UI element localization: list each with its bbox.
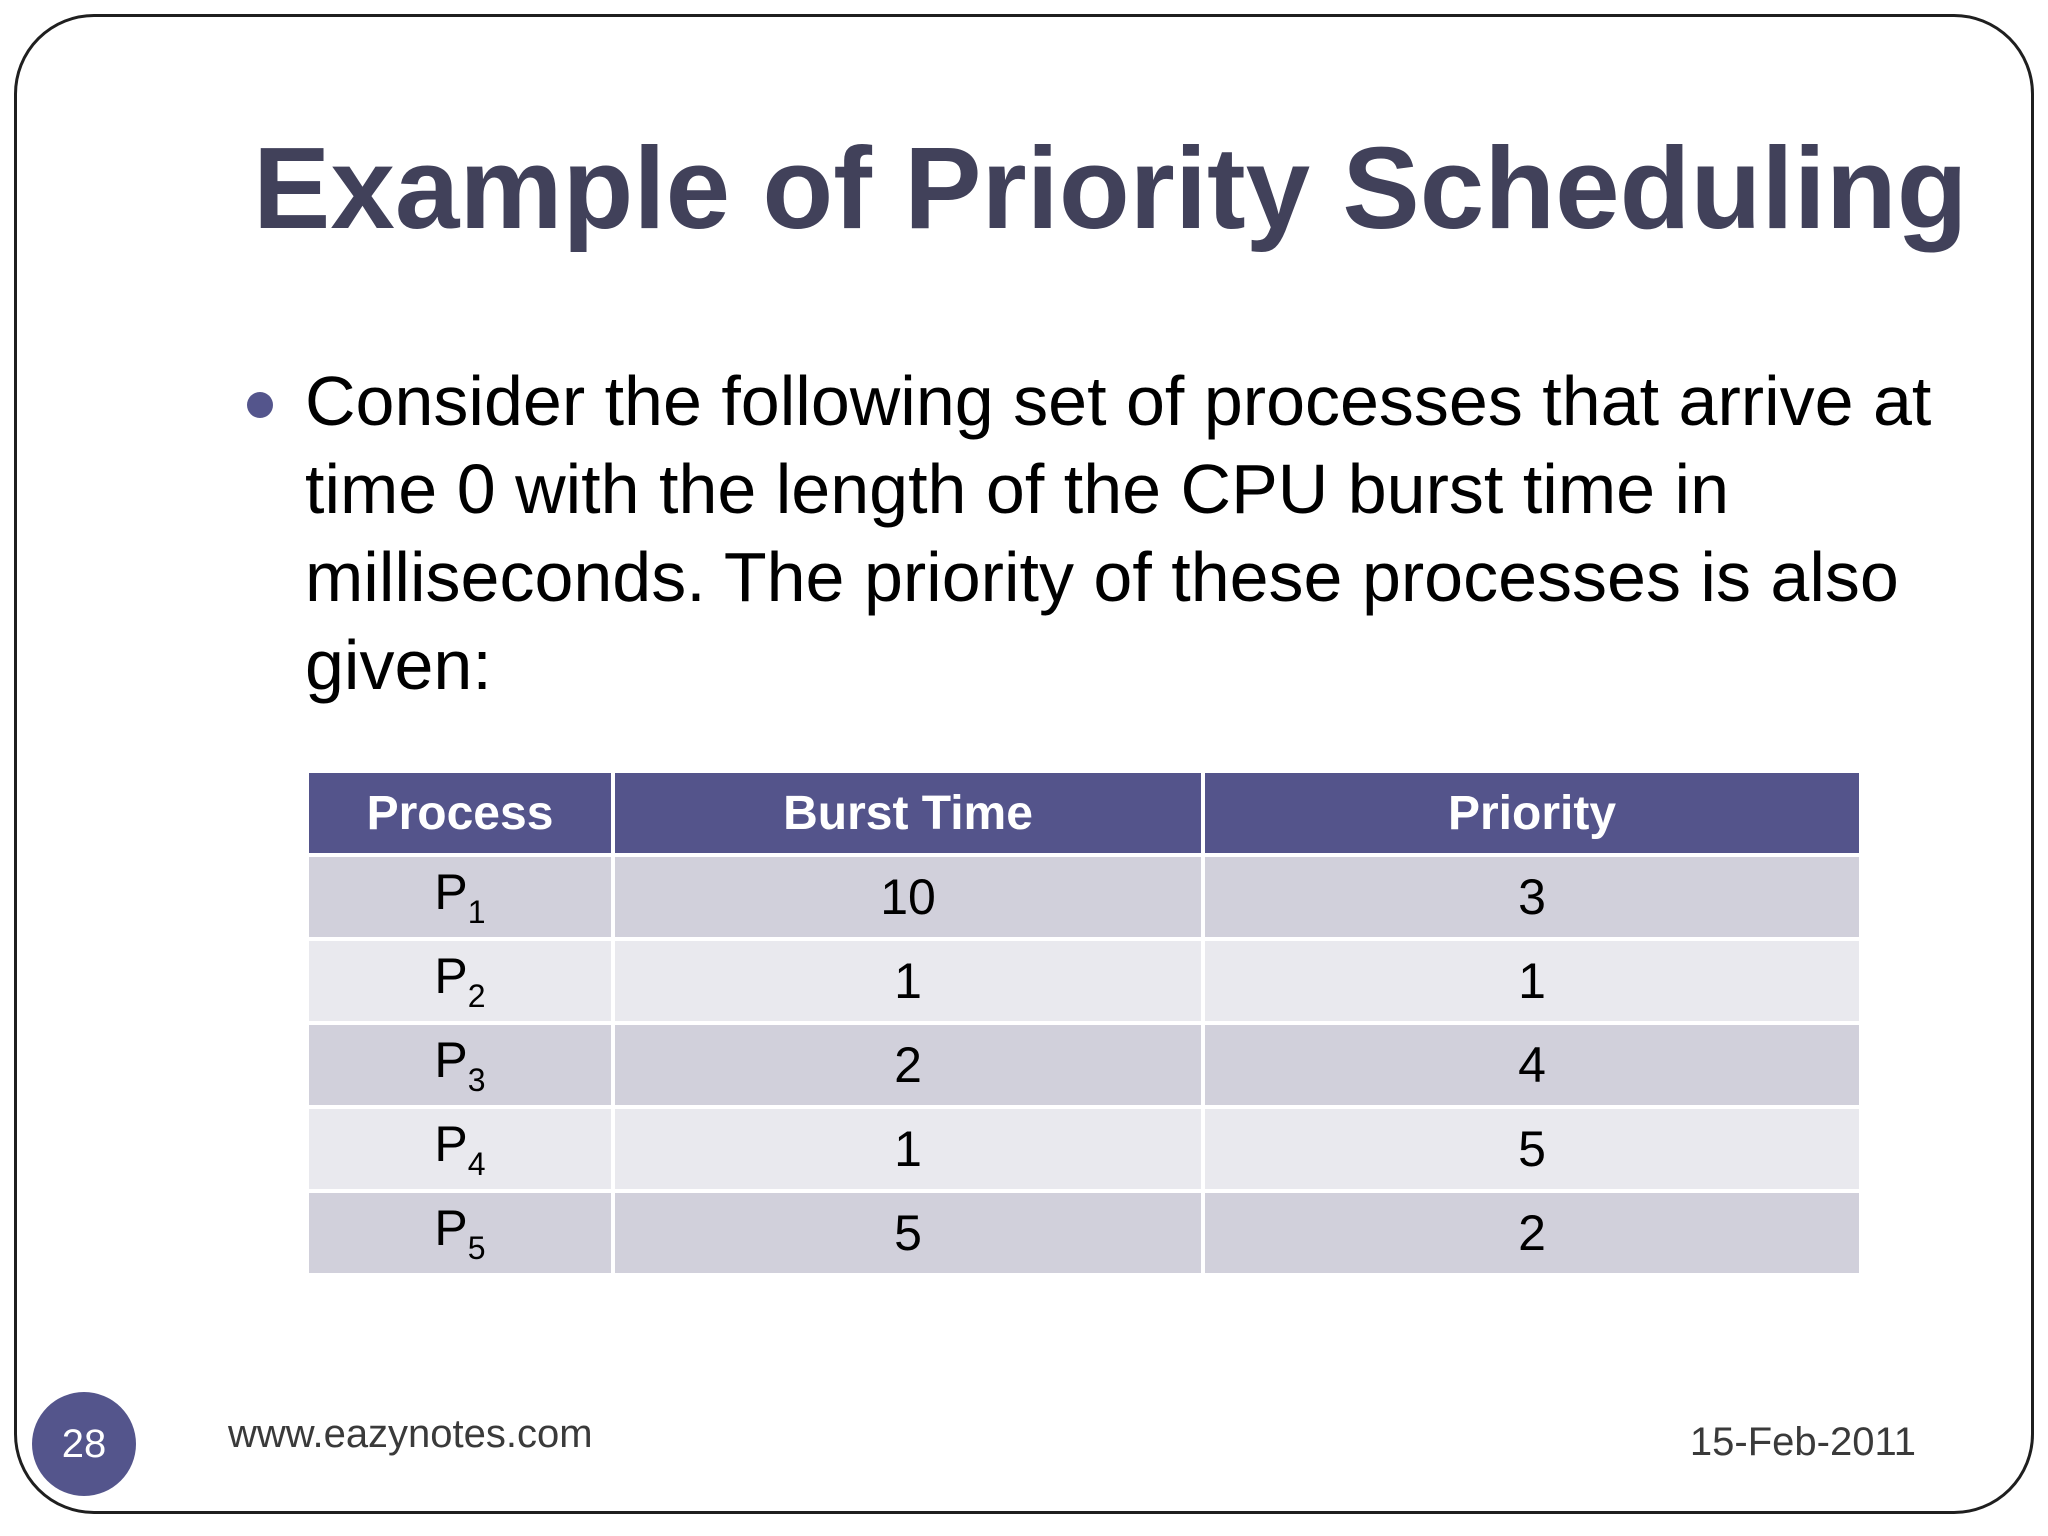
table-header-row (307, 771, 1861, 855)
header-priority: Priority (1203, 771, 1861, 855)
table-row (307, 1191, 1861, 1275)
burst-cell: 2 (613, 1023, 1203, 1107)
burst-cell: 10 (613, 855, 1203, 939)
header-burst-time: Burst Time (613, 771, 1203, 855)
process-cell: $P_3$ (307, 1023, 613, 1107)
priority-cell: 4 (1203, 1023, 1861, 1107)
footer-date: 15-Feb-2011 (1689, 1420, 1916, 1464)
process-cell: $P_4$ (307, 1107, 613, 1191)
bullet-point (247, 357, 1967, 709)
bullet-text: Consider the following set of processes that arrive at time 0 with the length of the CPU burst time in milliseconds. The priority of these processes is also given: (305, 362, 1932, 704)
priority-cell: 1 (1203, 939, 1861, 1023)
table-row (307, 1107, 1861, 1191)
priority-cell: 5 (1203, 1107, 1861, 1191)
process-cell: $P_2$ (307, 939, 613, 1023)
bullet-dot-icon (247, 392, 273, 418)
process-cell: $P_1$ (307, 855, 613, 939)
slide-number-badge: 28 (32, 1392, 136, 1496)
priority-cell: 3 (1203, 855, 1861, 939)
header-process: Process (307, 771, 613, 855)
footer-url: www.eazynotes.com (228, 1412, 593, 1456)
table-row (307, 939, 1861, 1023)
process-table (305, 769, 1863, 1277)
priority-cell: 2 (1203, 1191, 1861, 1275)
slide-frame (14, 14, 2034, 1514)
process-cell: $P_5$ (307, 1191, 613, 1275)
burst-cell: 5 (613, 1191, 1203, 1275)
burst-cell: 1 (613, 1107, 1203, 1191)
table-row (307, 1023, 1861, 1107)
burst-cell: 1 (613, 939, 1203, 1023)
slide-title: Example of Priority Scheduling (253, 123, 1968, 253)
table-row (307, 855, 1861, 939)
